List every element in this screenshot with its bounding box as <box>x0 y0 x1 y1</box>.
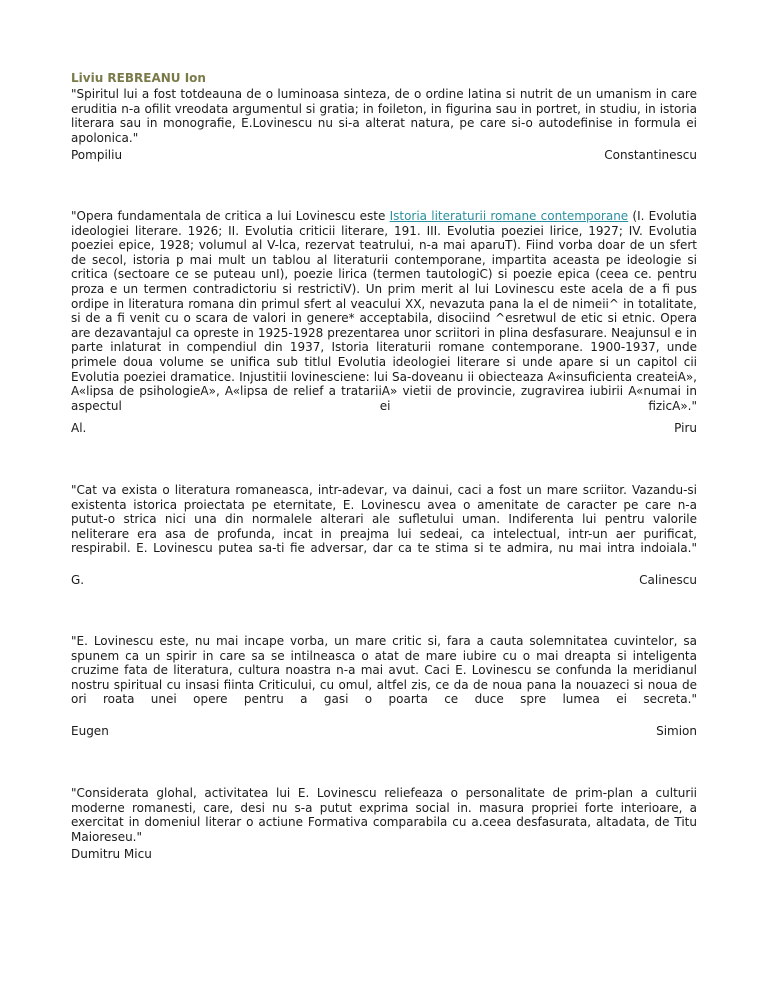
signature-5-name: Dumitru Micu <box>71 847 152 861</box>
signature-4-last: Simion <box>656 724 697 738</box>
signature-3-last: Calinescu <box>639 573 697 587</box>
signature-2 <box>71 421 697 436</box>
signature-2-last: Piru <box>674 421 697 435</box>
signature-3-first: G. <box>71 573 85 587</box>
quote-1: "Spiritul lui a fost totdeauna de o luminoasa sinteza, de o ordine latina si nutrit de un umanism in care eruditia n-a ofilit vreodata argumentul si gratia; in foileton, in figurina sau in portret, in studiu, in istoria literara sau in monografie, E.Lovinescu nu si-a alterat natura, pe care si-o autodefinise in formula ei apolonica." <box>71 87 697 145</box>
quote-2-after: (I. Evolutia ideologiei literare. 1926; II. Evolutia criticii literare, 191. III. Evolutia poeziei lirice, 1927; IV. Evolutia poeziei epice, 1928; volumul al V-lca, rezervat teatrului, n-a mai aparuT). Fiind vorba doar de un sfert de secol, istoria p mai mult un tablou al literaturii contemporane, impartita aceasta pe ideologie si critica (sectoare ce se puteau unI), poezie lirica (termen tautologiC) si poezie epica (ceea ce. pentru proza e un termen contradictoriu si restrictiV). Un prim merit al lui Lovinescu este acela de a fi pus ordipe in literatura romana din primul sfert al veacului XX, nevazuta pana la el de nimeii^ in totalitate, si de a fi venit cu o scara de valori in genere* acceptabila, disociind ^esretwul de etic si etnic. Opera are dezavantajul ca opreste in 1925-1928 prezentarea unor scriitori in plina desfasurare. Neajunsul e in parte inlaturat in compendiul din 1937, Istoria literaturii romane contemporane. 1900-1937, unde primele doua volume se unifica sub titlul Evolutia ideologiei literare si unde apare si un capitol cii Evolutia poeziei dramatice. Injustitii lovinesciene: lui Sa-doveanu ii obiecteaza A«insuficienta createiA», A«lipsa de psihologieA», A«lipsa de relief a tratariiA» vietii de provincie, zugravirea iubirii A«numai in aspectul ei fizicA»." <box>71 209 697 413</box>
quote-3: "Cat va exista o literatura romaneasca, intr-adevar, va dainui, caci a fost un mare scriitor. Vazandu-si existenta istorica proiectata pe eternitate, E. Lovinescu avea o amenitate de caracter pe care n-a putut-o strica nici una din normalele alterari ale sufletului uman. Indiferenta lui pentru valorile neliterare era asa de profunda, incat in preajma lui sedeai, ca intelectual, intr-un aer purificat, respirabil. E. Lovinescu putea sa-ti fie adversar, dar ca te stima si te admira, nu mai intra indoiala." <box>71 483 697 556</box>
signature-5 <box>71 847 697 862</box>
signature-4 <box>71 724 697 739</box>
quote-5: "Considerata glohal, activitatea lui E. Lovinescu reliefeaza o personalitate de prim-plan a culturii moderne romanesti, care, desi nu s-a putut exprima social in. masura propriei forte interioare, a exercitat in domeniul literar o actiune Formativa comparabila cu a.ceea desfasurata, altadata, de Titu Maioreseu." <box>71 786 697 844</box>
document-heading: Liviu REBREANU Ion <box>71 71 206 85</box>
quote-4: "E. Lovinescu este, nu mai incape vorba, un mare critic si, fara a cauta solemnitatea cuvintelor, sa spunem ca un spirir in care sa se intilneasca o atat de mare iubire cu o mai dreapta si inteligenta cruzime fata de literatura, cultura noastra n-a mai avut. Caci E. Lovinescu se confunda la meridianul nostru spiritual cu insasi fiinta Criticului, cu omul, altfel zis, ce da de noua pana la nouazeci si noua de ori roata unei opere pentru a gasi o poarta ce duce spre lumea ei secreta." <box>71 634 697 707</box>
signature-2-first: Al. <box>71 421 87 435</box>
book-title-link[interactable]: Istoria literaturii romane contemporane <box>389 209 629 223</box>
signature-1-first: Pompiliu <box>71 148 123 162</box>
quote-2 <box>71 209 697 413</box>
signature-4-first: Eugen <box>71 724 109 738</box>
quote-2-before: "Opera fundamentala de critica a lui Lovinescu este <box>71 209 390 223</box>
signature-1-last: Constantinescu <box>604 148 697 162</box>
signature-1 <box>71 148 697 163</box>
signature-3 <box>71 573 697 588</box>
